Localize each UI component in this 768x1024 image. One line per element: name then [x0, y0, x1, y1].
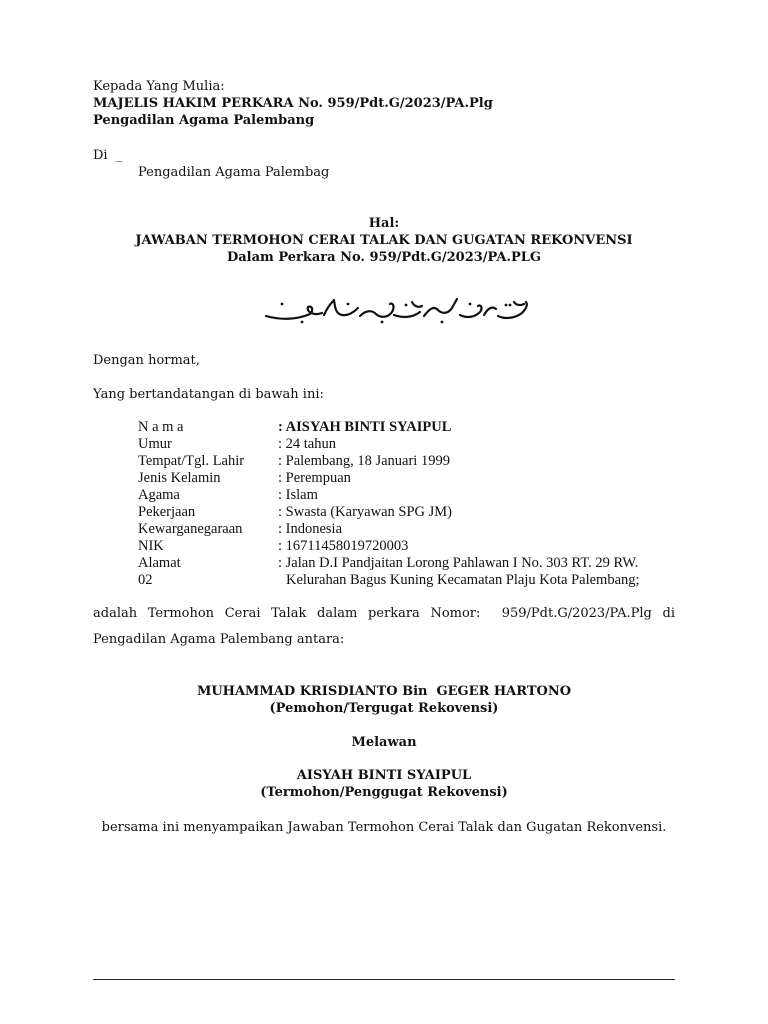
subject-case-number: Dalam Perkara No. 959/Pdt.G/2023/PA.PLG — [226, 250, 541, 265]
salam-calligraphy-icon — [262, 296, 534, 324]
nik-label: NIK — [138, 538, 164, 554]
agama-label: Agama — [138, 487, 180, 503]
kewarganegaraan-label: Kewarganegaraan — [138, 521, 243, 537]
addressee-label: Kepada Yang Mulia: — [93, 79, 225, 94]
petitioner-role: (Pemohon/Tergugat Rekovensi) — [269, 701, 499, 716]
agama-value: : Islam — [278, 487, 318, 503]
intro-text: Yang bertandatangan di bawah ini: — [93, 387, 324, 402]
footer-divider — [93, 979, 675, 980]
greeting: Dengan hormat, — [93, 353, 200, 368]
alamat-label: Alamat — [138, 555, 181, 571]
place-name: Pengadilan Agama Palembag — [138, 165, 330, 180]
closing-text: bersama ini menyampaikan Jawaban Termohon Cerai Talak dan Gugatan Rekonvensi. — [101, 820, 667, 835]
versus-label: Melawan — [351, 735, 417, 750]
subject-title: JAWABAN TERMOHON CERAI TALAK DAN GUGATAN REKONVENSI — [135, 233, 633, 248]
statement-line-1: adalah Termohon Cerai Talak dalam perkara Nomor: 959/Pdt.G/2023/PA.Plg di — [93, 606, 675, 621]
umur-label: Umur — [138, 436, 172, 452]
respondent-name: AISYAH BINTI SYAIPUL — [296, 768, 472, 783]
nik-value: : 16711458019720003 — [278, 538, 409, 554]
umur-value: : 24 tahun — [278, 436, 336, 452]
subject-label: Hal: — [368, 216, 400, 231]
alamat-value-continued: Kelurahan Bagus Kuning Kecamatan Plaju Kota Palembang; — [286, 572, 640, 588]
panel-title: MAJELIS HAKIM PERKARA No. 959/Pdt.G/2023/PA.Plg — [93, 96, 493, 111]
alamat-label-continued: 02 — [138, 572, 153, 588]
pekerjaan-label: Pekerjaan — [138, 504, 196, 520]
alamat-value: : Jalan D.I Pandjaitan Lorong Pahlawan I No. 303 RT. 29 RW. — [278, 555, 639, 571]
ttl-value: : Palembang, 18 Januari 1999 — [278, 453, 450, 469]
statement-line-2: Pengadilan Agama Palembang antara: — [93, 632, 345, 647]
nama-label: N a m a — [138, 419, 184, 435]
salam-calligraphy-image — [262, 296, 534, 328]
jenis-kelamin-label: Jenis Kelamin — [138, 470, 221, 486]
court-name: Pengadilan Agama Palembang — [93, 113, 315, 128]
ttl-label: Tempat/Tgl. Lahir — [138, 453, 245, 469]
pekerjaan-value: : Swasta (Karyawan SPG JM) — [278, 504, 452, 520]
di-label: Di _ — [93, 148, 123, 163]
nama-value: : AISYAH BINTI SYAIPUL — [278, 419, 452, 435]
petitioner-name: MUHAMMAD KRISDIANTO Bin GEGER HARTONO — [196, 684, 572, 699]
jenis-kelamin-value: : Perempuan — [278, 470, 351, 486]
kewarganegaraan-value: : Indonesia — [278, 521, 343, 537]
respondent-role: (Termohon/Penggugat Rekovensi) — [260, 785, 508, 800]
